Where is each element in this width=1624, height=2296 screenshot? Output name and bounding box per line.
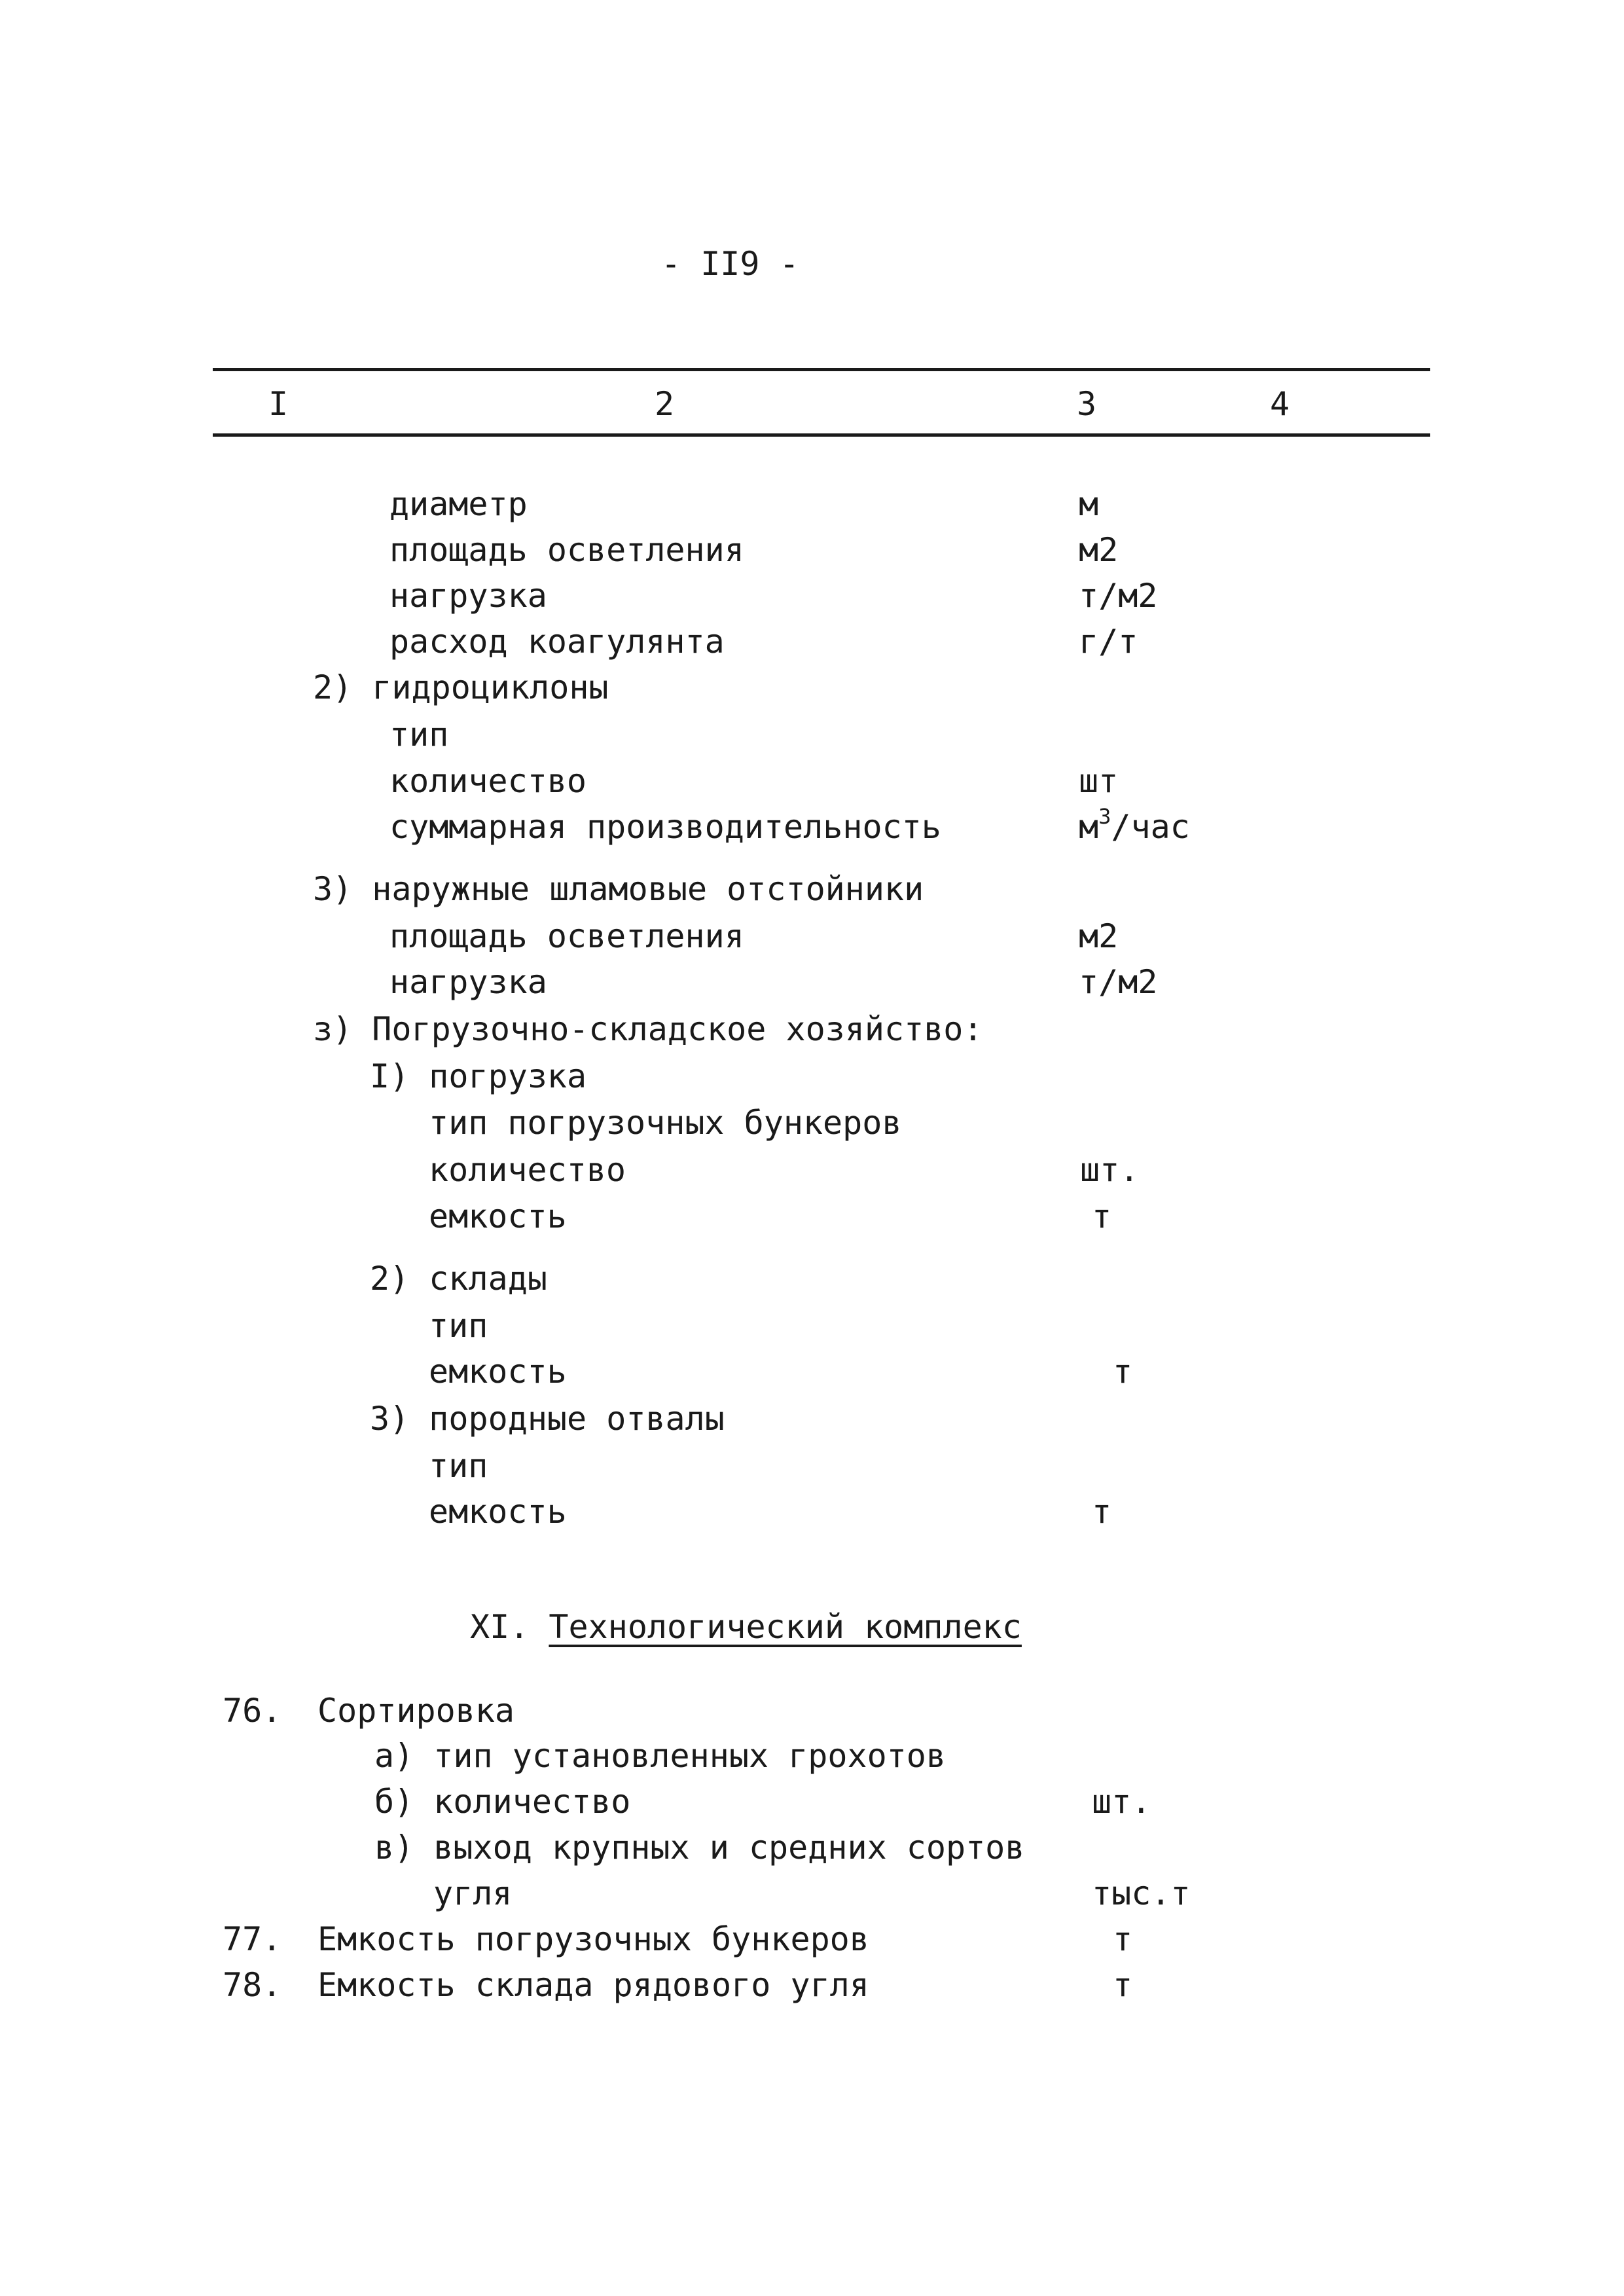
row-unit: г/т — [1079, 623, 1138, 661]
row-unit: т/м2 — [1079, 963, 1158, 1001]
item-unit: тыс.т — [1092, 1874, 1191, 1912]
item-label: в) выход крупных и средних сортов — [374, 1829, 1025, 1867]
row-label: тип — [429, 1307, 488, 1345]
row-label: емкость — [429, 1197, 567, 1235]
row-unit: т — [1092, 1493, 1112, 1531]
unit-base: м — [1079, 808, 1099, 846]
item-label: б) количество — [374, 1783, 631, 1821]
row-label: тип — [429, 1447, 488, 1485]
row-unit: м2 — [1079, 531, 1119, 569]
unit-rest: /час — [1111, 808, 1190, 846]
column-header-3: 3 — [1077, 385, 1097, 423]
row-label: I) погрузка — [370, 1057, 587, 1095]
item-number: 77. — [223, 1920, 282, 1958]
column-header-4: 4 — [1270, 385, 1290, 423]
item-label: а) тип установленных грохотов — [374, 1737, 946, 1775]
row-label: тип — [389, 716, 449, 754]
item-label: Емкость склада рядового угля — [317, 1966, 869, 2004]
row-unit: т/м2 — [1079, 577, 1158, 615]
column-header-1: I — [268, 385, 289, 423]
section-title: Технологический комплекс — [549, 1608, 1022, 1646]
row-label: диаметр — [389, 485, 528, 523]
item-label: угля — [433, 1874, 513, 1912]
row-label: площадь осветления — [389, 531, 744, 569]
item-number: 78. — [223, 1966, 282, 2004]
item-label: Емкость погрузочных бункеров — [317, 1920, 869, 1958]
section-heading — [470, 1608, 1022, 1646]
row-unit: т — [1113, 1353, 1133, 1391]
row-label: нагрузка — [389, 963, 547, 1001]
row-label: 2) склады — [370, 1260, 547, 1298]
row-label: 3) наружные шламовые отстойники — [313, 870, 924, 908]
row-label: суммарная производительность — [389, 808, 941, 846]
header-top-rule — [213, 368, 1430, 371]
header-bottom-rule — [213, 433, 1430, 437]
row-label: емкость — [429, 1493, 567, 1531]
section-number: XI. — [470, 1608, 530, 1646]
row-unit: шт. — [1080, 1151, 1140, 1189]
item-unit: т — [1113, 1966, 1133, 2004]
page-number: - II9 - — [661, 245, 799, 283]
item-number: 76. — [223, 1692, 282, 1730]
item-unit: шт. — [1092, 1783, 1151, 1821]
row-unit — [1079, 804, 1190, 846]
row-label: 3) породные отвалы — [370, 1400, 725, 1438]
unit-superscript: 3 — [1098, 804, 1111, 829]
column-header-2: 2 — [655, 385, 675, 423]
row-unit: шт — [1079, 762, 1119, 800]
row-unit: м2 — [1079, 917, 1119, 955]
row-label: количество — [429, 1151, 626, 1189]
row-label: расход коагулянта — [389, 623, 725, 661]
row-unit: т — [1092, 1197, 1112, 1235]
row-unit: м — [1079, 485, 1099, 523]
item-label: Сортировка — [317, 1692, 515, 1730]
row-label: количество — [389, 762, 587, 800]
row-label: емкость — [429, 1353, 567, 1391]
row-label: 2) гидроциклоны — [313, 668, 609, 706]
row-label: з) Погрузочно-складское хозяйство: — [313, 1010, 983, 1048]
row-label: тип погрузочных бункеров — [429, 1104, 902, 1142]
item-unit: т — [1113, 1920, 1133, 1958]
row-label: площадь осветления — [389, 917, 744, 955]
row-label: нагрузка — [389, 577, 547, 615]
